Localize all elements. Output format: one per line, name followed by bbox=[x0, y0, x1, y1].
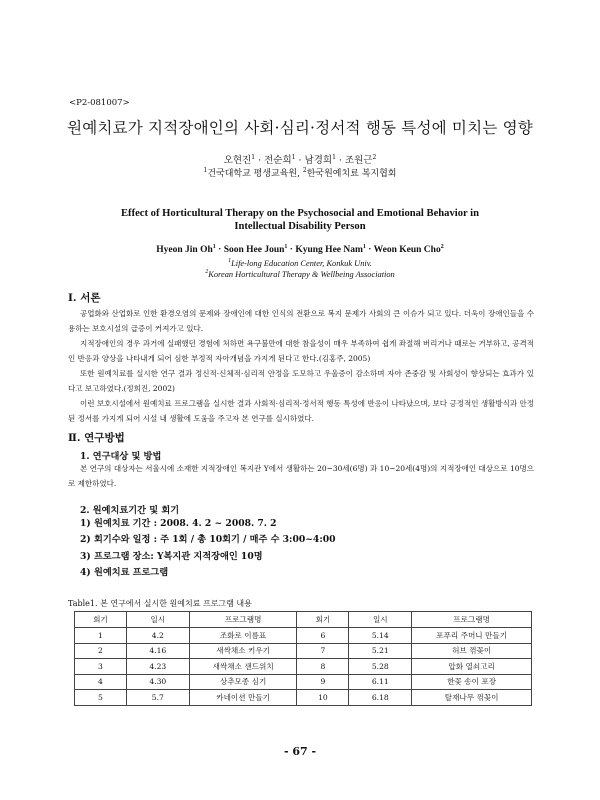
table-cell: 압화 열쇠고리 bbox=[412, 659, 532, 675]
table-cell: 카네이션 만들기 bbox=[189, 690, 297, 706]
method-list bbox=[80, 516, 336, 581]
table-cell: 2 bbox=[75, 643, 127, 659]
table-header-row bbox=[75, 612, 532, 628]
table-cell: 3 bbox=[75, 659, 127, 675]
table-cell: 5.14 bbox=[349, 628, 412, 644]
affiliation: Life-long Education Center, Konkuk Univ. bbox=[231, 259, 372, 268]
list-item: 2) 회기수와 일정 : 주 1회 / 총 10회기 / 매주 수 3:00~4:00 bbox=[80, 534, 336, 546]
paragraph: 본 연구의 대상자는 서울시에 소재한 지적장애인 복지관 Y에서 생활하는 20~30세(6명) 과 10~20세(4명)의 지적장애인 대상으로 10명으로 제한하였다. bbox=[68, 464, 534, 488]
affiliations-korean: $^1$건국대학교 평생교육원, $^2$한국원예치료 복지협회 bbox=[203, 167, 397, 179]
table-cell: 9 bbox=[297, 674, 349, 690]
affiliation: Korean Horticultural Therapy & Wellbeing Association bbox=[208, 270, 395, 279]
introduction-body bbox=[68, 306, 534, 426]
column-header: 일시 bbox=[349, 612, 412, 628]
author-name: 남경희 bbox=[304, 155, 333, 166]
author-name: 조원근 bbox=[344, 155, 373, 166]
subjects-body bbox=[68, 461, 534, 491]
table-cell: 허브 꺾꽂이 bbox=[412, 643, 532, 659]
table-caption: Table1. 본 연구에서 실시한 원예치료 프로그램 내용 bbox=[68, 599, 252, 608]
table-cell: 4.30 bbox=[126, 674, 189, 690]
table-cell: 4.23 bbox=[126, 659, 189, 675]
subsection-heading-subjects: 1. 연구대상 및 방법 bbox=[80, 451, 162, 462]
list-item: 4) 원예치료 프로그램 bbox=[80, 566, 169, 578]
section-heading-methods: Ⅱ. 연구방법 bbox=[68, 432, 125, 444]
table-row bbox=[75, 659, 532, 675]
authors-english: Hyeon Jin $Oh^1$ · Soon Hee Joun$^1$ · Kyung Hee Nam$^1$ · Weon Keun Cho$^2$ bbox=[156, 243, 444, 255]
table-cell: 조화로 이름표 bbox=[189, 628, 297, 644]
table-row bbox=[75, 690, 532, 706]
table-cell: 4.16 bbox=[126, 643, 189, 659]
column-header: 일시 bbox=[126, 612, 189, 628]
table-cell: 한꽃 송이 포장 bbox=[412, 674, 532, 690]
affiliation: 건국대학교 평생교육원, bbox=[207, 169, 300, 179]
table-cell: 5.21 bbox=[349, 643, 412, 659]
author-name: Weon Keun Cho bbox=[373, 245, 441, 255]
table-cell: 4.2 bbox=[126, 628, 189, 644]
table-cell: 5.7 bbox=[126, 690, 189, 706]
title-english: Effect of Horticultural Therapy on the Psychosocial and Emotional Behavior in Intellectual Disability Person bbox=[120, 208, 480, 232]
paper-code: <P2-081007> bbox=[69, 98, 130, 108]
author-name: Hyeon Jin Oh bbox=[156, 245, 213, 255]
table-cell: 5 bbox=[75, 690, 127, 706]
authors-korean: 오현진$^1$ · 전순희$^1$ · 남경희$^1$ · 조원근$^2$ bbox=[223, 153, 377, 166]
table-row bbox=[75, 674, 532, 690]
table-cell: 상추모종 심기 bbox=[189, 674, 297, 690]
table-cell: 5.28 bbox=[349, 659, 412, 675]
table-cell: 포푸리 주머니 만들기 bbox=[412, 628, 532, 644]
program-table bbox=[74, 611, 532, 706]
table-cell: 새싹채소 샌드위치 bbox=[189, 659, 297, 675]
page-number: - 67 - bbox=[283, 745, 317, 758]
author-name: 전순희 bbox=[264, 155, 292, 166]
column-header: 회기 bbox=[75, 612, 127, 628]
author-name: Soon Hee Joun bbox=[223, 245, 285, 255]
author-name: Kyung Hee Nam bbox=[295, 245, 363, 255]
paragraph: 또한 원예치료를 실시한 연구 결과 정신적·신체적·심리적 안정을 도모하고 우울증이 감소하며 자아 존중감 및 사회성이 향상되는 효과가 있다고 보고하였다.(정희진, 2002) bbox=[68, 369, 534, 393]
subsection-heading-period: 2. 원예치료기간 및 회기 bbox=[80, 505, 180, 516]
list-item: 3) 프로그램 장소: Y복지관 지적장애인 10명 bbox=[80, 550, 263, 562]
table-cell: 7 bbox=[297, 643, 349, 659]
table-cell: 10 bbox=[297, 690, 349, 706]
table-row bbox=[75, 628, 532, 644]
paragraph: 공업화와 산업화로 인한 환경오염의 문제와 장애인에 대한 인식의 전환으로 복지 문제가 사회의 큰 이슈가 되고 있다. 더욱이 장애인들을 수용하는 보호시설의 급증이 커져가고 있다. bbox=[68, 309, 534, 333]
section-heading-introduction: Ⅰ. 서론 bbox=[68, 292, 101, 304]
paragraph: 지적장애인의 경우 과거에 실패했던 경험에 처하면 욕구불만에 대한 참을성이 매우 부족하여 쉽게 좌절해 버리거나 때로는 거부하고, 공격적인 반응과 양상을 나타내게 되어 심한 부정적 자아개념을 가지게 된다고 한다.(김홍주, 2005) bbox=[68, 339, 534, 363]
column-header: 프로그램명 bbox=[189, 612, 297, 628]
column-header: 회기 bbox=[297, 612, 349, 628]
table-cell: 6 bbox=[297, 628, 349, 644]
table-cell: 4 bbox=[75, 674, 127, 690]
table-cell: 1 bbox=[75, 628, 127, 644]
title-korean: 원예치료가 지적장애인의 사회·심리·정서적 행동 특성에 미치는 영향 bbox=[67, 119, 533, 137]
table-cell: 6.18 bbox=[349, 690, 412, 706]
affiliation: 한국원예치료 복지협회 bbox=[306, 169, 397, 179]
list-item: 1) 원예치료 기간 : 2008. 4. 2 ~ 2008. 7. 2 bbox=[80, 518, 277, 529]
table-cell: 새싹채소 키우기 bbox=[189, 643, 297, 659]
affiliations-english: $^1$Life-long Education Center, Konkuk Univ. $^2$Korean Horticultural Therapy & Wellbeing Association bbox=[205, 258, 395, 279]
table-cell: 6.11 bbox=[349, 674, 412, 690]
table-cell: 8 bbox=[297, 659, 349, 675]
author-name: 오현진 bbox=[223, 155, 252, 166]
table-row bbox=[75, 643, 532, 659]
paragraph: 이런 보호시설에서 원예치료 프로그램을 실시한 결과 사회적·심리적·정서적 행동 특성에 반응이 나타났으며, 보다 긍정적인 생활방식과 안정된 정서를 가지게 되어 시설 내 생활에 도움을 주고자 본 연구를 실시하였다. bbox=[68, 399, 534, 423]
column-header: 프로그램명 bbox=[412, 612, 532, 628]
table-cell: 탈재나무 꺾꽂이 bbox=[412, 690, 532, 706]
